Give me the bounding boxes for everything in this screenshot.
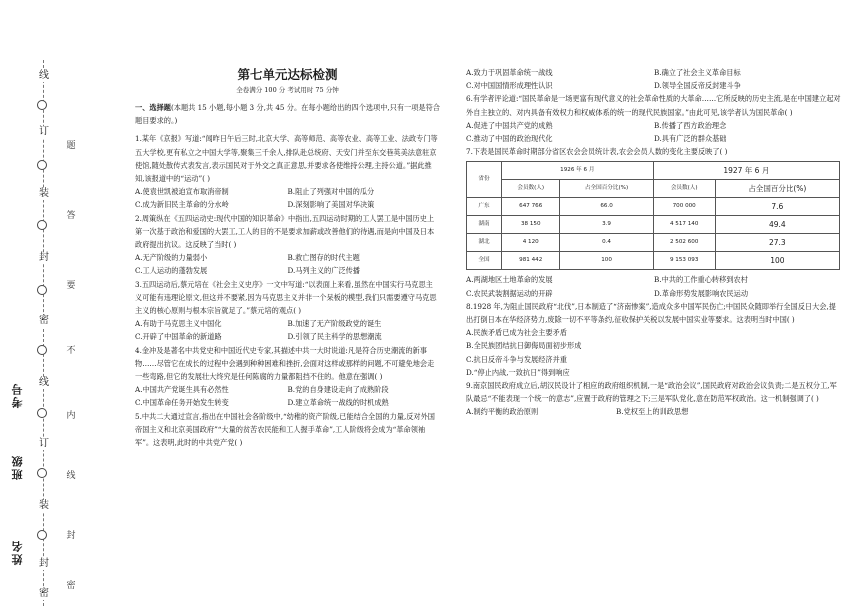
- option: D.“停止内战,一致抗日”得到响应: [466, 367, 570, 377]
- inner-seal-char: 线: [66, 471, 76, 481]
- option: A.使袁世凯被迫宣布取消帝制: [135, 187, 229, 197]
- table-cell: 66.0: [560, 198, 653, 216]
- option-row: [135, 396, 440, 409]
- option-row: [135, 330, 440, 343]
- question-stem: 5.中共二大通过宣言,指出在中国社会各阶级中,“幼稚的资产阶级,已能结合全国的力量,反对外国帝国主义和北京美国政府”“大量的贫苦农民能和工人握手革命”,工人阶级将会成为“革命领袖军”。这表明,此时的中共党产党( ): [135, 411, 435, 448]
- inner-seal-char: 题: [66, 141, 76, 151]
- table-header-cell: 占全国百分比(%): [715, 180, 839, 198]
- inner-seal-char: 不: [66, 346, 76, 356]
- option-row: [135, 317, 440, 330]
- seal-char: 订: [36, 126, 52, 138]
- table-cell: 647 766: [502, 198, 560, 216]
- farmers-association-table: [466, 161, 840, 270]
- binding-hole: [37, 285, 47, 295]
- inner-seal-char: 答: [66, 211, 76, 221]
- table-cell: 100: [560, 252, 653, 270]
- seal-char: 封: [36, 252, 52, 264]
- option: D.马列主义的广泛传播: [287, 266, 360, 276]
- question-stem: 3.五四运动后,蔡元培在《社会主义史序》一文中写道:“以表面上来看,虽然在中国实行马克思主义可能有违理论原文,但这并不要紧,因为马克思主义并非一个呆板的模型,我们只需要遵守马克思主义的核心原则与根本宗旨就足了。”蔡元培的观点( ): [135, 279, 437, 316]
- question-stem: 7.下表是国民革命时期部分省区农会会员统计表,农会会员人数的变化主要反映了( ): [466, 147, 728, 157]
- inner-seal-char: 要: [66, 281, 76, 291]
- option: C.成为新旧民主革命的分水岭: [135, 200, 229, 210]
- option-row: [135, 383, 440, 396]
- seal-char: 线: [36, 70, 52, 82]
- table-header-cell: 会员数(人): [502, 180, 560, 198]
- option: A.促进了中国共产党的成熟: [466, 120, 553, 130]
- section-heading: 一、选择题: [135, 103, 171, 112]
- table-cell: 0.4: [560, 234, 653, 252]
- table-cell: 9 153 093: [653, 252, 715, 270]
- option: D.引领了民主科学的思想潮流: [287, 332, 382, 342]
- table-row: [467, 216, 840, 234]
- page-subtitle: 全卷满分 100 分 考试用时 75 分钟: [236, 86, 339, 94]
- binding-hole: [37, 468, 47, 478]
- option: A.中国共产党诞生具有必然性: [135, 385, 229, 395]
- option: A.致力于巩固革命统一战线: [466, 68, 553, 77]
- seal-char: 密: [36, 588, 52, 600]
- option: D.具有广泛的群众基础: [654, 134, 727, 144]
- table-row: [467, 198, 840, 216]
- question-stem: 2.周策纵在《五四运动史:现代中国的知识革命》中指出,五四运动时期的工人罢工是中国历史上第一次基于政治和爱国的大罢工,工人的目的不是要求加薪或改善他们的待遇,而是向中国及日本政府提出抗议。这反映了当时( ): [135, 213, 435, 250]
- option: B.确立了社会主义革命目标: [654, 68, 741, 77]
- question-stem: 1.某年《京报》写道:“闻昨日午后三时,北京大学、高等师范、高等农业、高等工业、法政专门等五大学校,更有私立之中国大学等,聚集三千余人,排队赴总统府、天安门并至东交巷英美法意驻京使馆,随处散传式表发言,表示国民对于外交之真正意思,并要求各使维持公理,主持公道。”据此推知,该报道中的“运动”( ): [135, 134, 438, 184]
- table-subheader-row: [467, 180, 840, 198]
- option: D.革命形势发展影响农民运动: [654, 288, 749, 298]
- class-field: 班级: [11, 454, 24, 480]
- option: B.党权至上的训政思想: [616, 407, 689, 417]
- question-stem: 8.1928 年,为阻止国民政府“北伐”,日本制造了“济南惨案”,造成众多中国军民伤亡;中国民众随即举行全国反日大会,提出打倒日本在华经济势力,废除一切不平等条约,征收保护关税以发展中国实业等要求。这表明当时中国( ): [466, 301, 836, 325]
- table-cell: 27.3: [715, 234, 839, 252]
- inner-seal-char: 封: [66, 531, 76, 541]
- option: B.中共的工作重心转移到农村: [654, 275, 748, 285]
- table-cell: 100: [715, 252, 839, 270]
- option-row: [466, 66, 842, 79]
- table-header-cell: 1926 年 6 月: [502, 162, 654, 180]
- table-cell: 广东: [467, 198, 502, 216]
- seal-char: 封: [36, 558, 52, 570]
- table-cell: 38 150: [502, 216, 560, 234]
- option: C.开辟了中国革命的新道路: [135, 332, 222, 342]
- option-row: [135, 264, 440, 277]
- table-cell: 49.4: [715, 216, 839, 234]
- option: B.阻止了列强对中国的瓜分: [287, 187, 375, 197]
- table-header-cell: 会员数(人): [653, 180, 715, 198]
- left-column: [135, 0, 440, 608]
- right-column: [466, 0, 842, 608]
- inner-seal-char: 内: [66, 411, 76, 421]
- option-row: [466, 79, 842, 92]
- option: A.民族矛盾已成为社会主要矛盾: [466, 328, 567, 338]
- table-cell: 4 120: [502, 234, 560, 252]
- option: D.深刻影响了美国对华决策: [287, 200, 375, 210]
- option: D.建立革命统一战线的时机成熟: [287, 398, 389, 408]
- option: C.对中国国情形成理性认识: [466, 81, 553, 91]
- option: B.加速了无产阶级政党的诞生: [287, 319, 382, 329]
- binding-gutter: [0, 0, 118, 608]
- option-row: [135, 251, 440, 264]
- option-row: [135, 185, 440, 198]
- table-header-cell: 1927 年 6 月: [653, 162, 839, 180]
- option: B.救亡图存的时代主题: [287, 253, 360, 263]
- option: B.党的自身建设走向了成熟阶段: [287, 385, 389, 395]
- table-cell: 湖北: [467, 234, 502, 252]
- option: C.农民武装割据运动的开辟: [466, 288, 553, 298]
- option: D.领导全国反帝反封建斗争: [654, 81, 741, 91]
- table-cell: 2 502 600: [653, 234, 715, 252]
- binding-hole: [37, 100, 47, 110]
- option: A.制约平衡的政治原则: [466, 407, 539, 417]
- binding-hole: [37, 160, 47, 170]
- binding-hole: [37, 530, 47, 540]
- option-row: [466, 405, 842, 418]
- seal-char: 线: [36, 377, 52, 389]
- option: B.传播了西方政治理念: [654, 120, 727, 130]
- binding-hole: [37, 408, 47, 418]
- binding-hole: [37, 345, 47, 355]
- page-title: 第七单元达标检测: [237, 67, 338, 82]
- table-cell: 7.6: [715, 198, 839, 216]
- table-row: [467, 234, 840, 252]
- seal-char: 订: [36, 438, 52, 450]
- option-row: [466, 273, 842, 286]
- table-header-cell: 占全国百分比(%): [560, 180, 653, 198]
- option: A.无产阶级的力量弱小: [135, 253, 208, 263]
- option: C.中国革命任务开始发生转变: [135, 398, 229, 408]
- section-instructions: (本题共 15 小题,每小题 3 分,共 45 分。在每小题给出的四个选项中,只有一项是符合题目要求的。): [135, 103, 440, 126]
- table-header-row: [467, 162, 840, 180]
- option-row: [466, 119, 842, 132]
- question-stem: 6.有学者评论道:“国民革命是一场更富有现代意义的社会革命性质的大革命……它所反映的历史主流,是在中国建立起对外自主独立的、对内具备有效权力和权威体系的统一的现代民族国家。”由此可见,该学者认为国民革命( ): [466, 94, 841, 117]
- exam-number-field: 考号: [11, 382, 24, 408]
- option-row: [135, 198, 440, 211]
- option: C.抗日反帝斗争与发展经济并重: [466, 354, 567, 364]
- option: A.两湖地区土地革命的发展: [466, 275, 553, 285]
- question-stem: 9.南京国民政府成立后,胡汉民设计了相应的政府组织机制,一是“政治会议”,国民政府对政治会议负责;二是五权分工,军队最忌“不能表现一个统一的意志”,应置于政府的管理之下;三是军队党化,意在防范军权政治。这一机制强调了( ): [466, 381, 837, 404]
- inner-seal-char: 密: [66, 581, 76, 591]
- table-cell: 3.9: [560, 216, 653, 234]
- option: A.有助于马克思主义中国化: [135, 319, 222, 329]
- question-stem: 4.金冲及是著名中共党史和中国近代史专家,其描述中共一大时说道:凡是符合历史潮流的新事物……尽管它在成长的过程中会遇到种种困难和挫折,会面对这样或那样的问题,不可避免地会走一些弯路,但它的发展壮大终究是任何陈腐的力量都阻挡不住的。他意在强调( ): [135, 345, 435, 382]
- table-row: [467, 252, 840, 270]
- table-cell: 981 442: [502, 252, 560, 270]
- option: C.推动了中国的政治现代化: [466, 134, 553, 144]
- table-cell: 4 517 140: [653, 216, 715, 234]
- seal-char: 密: [36, 315, 52, 327]
- name-field: 姓名: [11, 539, 24, 565]
- option-row: [466, 287, 842, 300]
- table-cell: 湖南: [467, 216, 502, 234]
- option-row: [466, 132, 842, 145]
- section-intro: [135, 101, 440, 127]
- seal-char: 装: [36, 188, 52, 200]
- option: C.工人运动的蓬勃发展: [135, 266, 208, 276]
- binding-cut-line: [43, 60, 44, 606]
- table-cell: 700 000: [653, 198, 715, 216]
- option: B.全民族团结抗日御侮局面初步形成: [466, 341, 582, 351]
- binding-hole: [37, 220, 47, 230]
- table-header-cell: 省份: [467, 162, 502, 198]
- seal-char: 装: [36, 500, 52, 512]
- table-cell: 全国: [467, 252, 502, 270]
